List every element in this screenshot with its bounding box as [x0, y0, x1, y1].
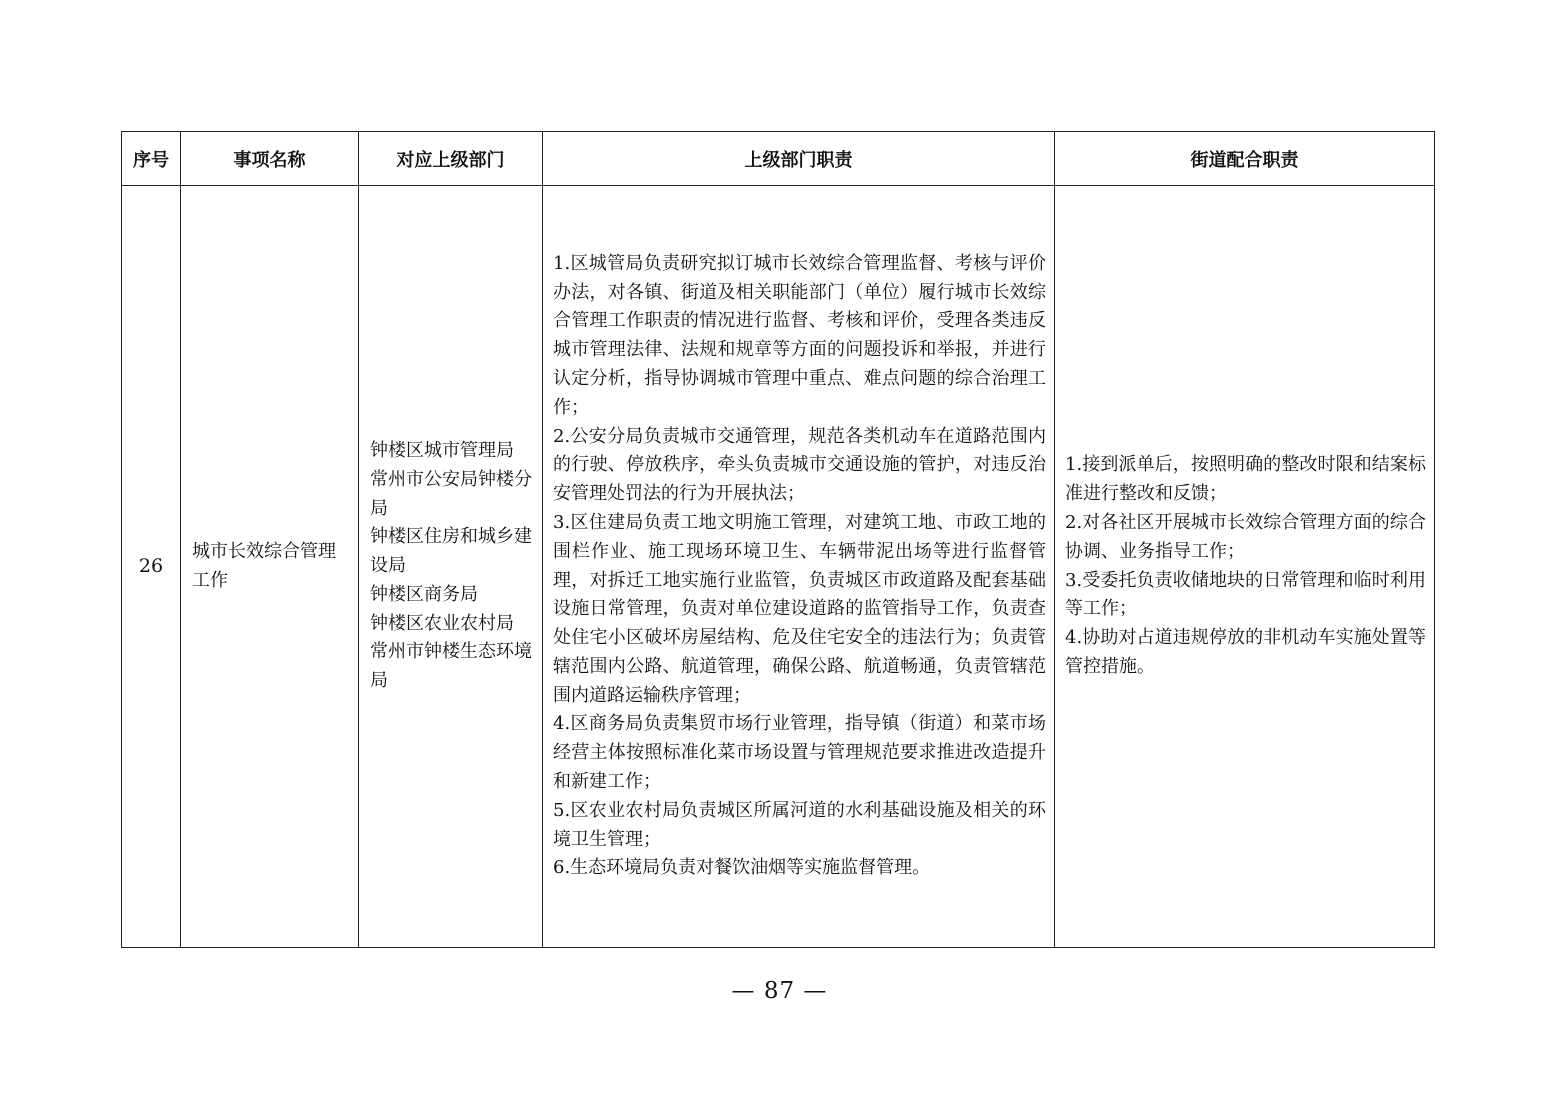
- superior-duty-item: 4.区商务局负责集贸市场行业管理，指导镇（街道）和菜市场经营主体按照标准化菜市场设置与管理规范要求推进改造提升和新建工作；: [553, 713, 1046, 793]
- row-superior-duties: [543, 186, 1055, 948]
- row-seq: 26: [122, 186, 181, 948]
- superior-duty-item: 6.生态环境局负责对餐饮油烟等实施监督管理。: [553, 857, 931, 879]
- superior-duty-item: 2.公安分局负责城市交通管理，规范各类机动车在道路范围内的行驶、停放秩序，牵头负责城市交通设施的管护，对违反治安管理处罚法的行为开展执法；: [553, 425, 1046, 505]
- header-seq: 序号: [122, 132, 181, 186]
- superior-duty-item: 5.区农业农村局负责城区所属河道的水利基础设施及相关的环境卫生管理；: [553, 799, 1046, 850]
- department-line: 钟楼区农业农村局: [370, 612, 514, 634]
- street-duty-item: 3.受委托负责收储地块的日常管理和临时利用等工作；: [1065, 569, 1426, 620]
- responsibility-table: [121, 131, 1435, 948]
- department-line: 常州市公安局钟楼分局: [370, 468, 532, 519]
- department-line: 钟楼区城市管理局: [370, 439, 514, 461]
- table-row: [122, 186, 1435, 948]
- header-superior-department: 对应上级部门: [359, 132, 543, 186]
- header-street-duties: 街道配合职责: [1055, 132, 1435, 186]
- street-duty-item: 4.协助对占道违规停放的非机动车实施处置等管控措施。: [1065, 627, 1426, 677]
- row-departments: [359, 186, 543, 948]
- department-line: 常州市钟楼生态环境局: [370, 641, 532, 692]
- superior-duty-item: 3.区住建局负责工地文明施工管理，对建筑工地、市政工地的围栏作业、施工现场环境卫生、车辆带泥出场等进行监督管理，对拆迁工地实施行业监管，负责城区市政道路及配套基础设施日常管理，负责对单位建设道路的监管指导工作，负责查处住宅小区破坏房屋结构、危及住宅安全的违法行为；负责管辖范围内公路、航道管理，确保公路、航道畅通，负责管辖范围内道路运输秩序管理；: [553, 511, 1046, 706]
- header-item-name: 事项名称: [181, 132, 359, 186]
- department-line: 钟楼区住房和城乡建设局: [370, 526, 532, 577]
- street-duty-item: 2.对各社区开展城市长效综合管理方面的综合协调、业务指导工作；: [1065, 511, 1426, 562]
- row-street-duties: [1055, 186, 1435, 948]
- superior-duty-item: 1.区城管局负责研究拟订城市长效综合管理监督、考核与评价办法，对各镇、街道及相关职能部门（单位）履行城市长效综合管理工作职责的情况进行监督、考核和评价，受理各类违反城市管理法律、法规和规章等方面的问题投诉和举报，并进行认定分析，指导协调城市管理中重点、难点问题的综合治理工作；: [553, 252, 1046, 418]
- table-header-row: [122, 132, 1435, 186]
- street-duty-item: 1.接到派单后，按照明确的整改时限和结案标准进行整改和反馈；: [1065, 454, 1426, 505]
- row-item-name: 城市长效综合管理工作: [181, 186, 359, 948]
- header-superior-duties: 上级部门职责: [543, 132, 1055, 186]
- page-number: — 87 —: [731, 978, 828, 1004]
- department-line: 钟楼区商务局: [370, 583, 478, 605]
